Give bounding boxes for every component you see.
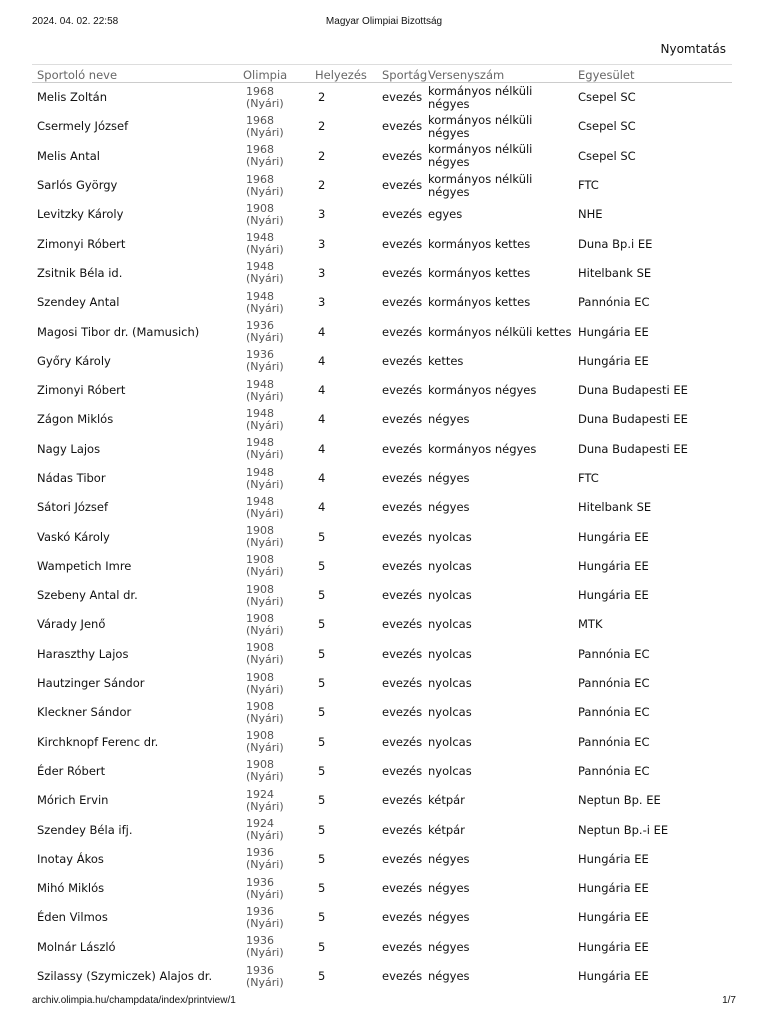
sport: evezés <box>382 617 423 632</box>
placement: 3 <box>318 236 326 251</box>
olympics-cell <box>238 581 310 610</box>
event: kormányos nélküli négyes <box>428 171 533 199</box>
sport: evezés <box>382 939 423 954</box>
olympics-season: (Nyári) <box>246 389 284 403</box>
club: MTK <box>578 617 603 632</box>
event: négyes <box>428 881 470 896</box>
table-row <box>32 962 732 991</box>
sport: evezés <box>382 119 423 134</box>
olympics-season: (Nyári) <box>246 213 284 227</box>
sport: evezés <box>382 676 423 691</box>
athlete-name: Szilassy (Szymiczek) Alajos dr. <box>37 969 213 984</box>
table-row <box>32 669 732 698</box>
table-row <box>32 757 732 786</box>
olympics-season: (Nyári) <box>246 770 284 784</box>
club: Duna Bp.i EE <box>578 236 653 251</box>
olympics-season: (Nyári) <box>246 623 284 637</box>
club: Hungária EE <box>578 324 649 339</box>
placement: 5 <box>318 881 326 896</box>
olympics-cell <box>238 669 310 698</box>
olympics-year: 1908 <box>246 699 274 713</box>
olympics-season: (Nyári) <box>246 243 284 257</box>
table-row <box>32 903 732 932</box>
olympics-year: 1948 <box>246 260 274 274</box>
olympics-year: 1948 <box>246 406 274 420</box>
sport: evezés <box>382 441 423 456</box>
table-row <box>32 581 732 610</box>
event: nyolcas <box>428 529 472 544</box>
event: kormányos négyes <box>428 441 537 456</box>
placement: 4 <box>318 383 326 398</box>
placement: 4 <box>318 412 326 427</box>
table-row <box>32 171 732 200</box>
olympics-season: (Nyári) <box>246 887 284 901</box>
olympics-cell <box>238 962 310 991</box>
athlete-name: Éden Vilmos <box>37 910 108 925</box>
athlete-name: Wampetich Imre <box>37 558 132 573</box>
olympics-cell <box>238 142 310 171</box>
event: kettes <box>428 353 464 368</box>
club: Csepel SC <box>578 90 636 105</box>
event: nyolcas <box>428 617 472 632</box>
event: kormányos nélküli négyes <box>428 83 533 111</box>
placement: 5 <box>318 588 326 603</box>
olympics-year: 1936 <box>246 875 274 889</box>
olympics-cell <box>238 552 310 581</box>
event: nyolcas <box>428 558 472 573</box>
club: Hungária EE <box>578 529 649 544</box>
page-url: archiv.olimpia.hu/champdata/index/printview/1 <box>32 995 236 1006</box>
olympics-cell <box>238 317 310 346</box>
olympics-season: (Nyári) <box>246 946 284 960</box>
sport: evezés <box>382 295 423 310</box>
olympics-year: 1908 <box>246 758 274 772</box>
olympics-season: (Nyári) <box>246 301 284 315</box>
sport: evezés <box>382 500 423 515</box>
print-header <box>32 12 736 28</box>
athlete-name: Csermely József <box>37 119 129 134</box>
olympics-cell <box>238 610 310 639</box>
placement: 5 <box>318 763 326 778</box>
club: Pannónia EC <box>578 705 650 720</box>
olympics-cell <box>238 933 310 962</box>
olympics-year: 1908 <box>246 611 274 625</box>
olympics-year: 1908 <box>246 524 274 538</box>
placement: 2 <box>318 119 326 134</box>
table-row <box>32 405 732 434</box>
table-row <box>32 786 732 815</box>
event: nyolcas <box>428 763 472 778</box>
athlete-name: Hautzinger Sándor <box>37 676 145 691</box>
placement: 3 <box>318 265 326 280</box>
olympics-season: (Nyári) <box>246 682 284 696</box>
table-row <box>32 815 732 844</box>
olympics-season: (Nyári) <box>246 975 284 989</box>
olympics-cell <box>238 522 310 551</box>
table-row <box>32 142 732 171</box>
olympics-year: 1936 <box>246 934 274 948</box>
athlete-name: Mihó Miklós <box>37 881 105 896</box>
table-row <box>32 317 732 346</box>
olympics-cell <box>238 728 310 757</box>
table-row <box>32 698 732 727</box>
placement: 2 <box>318 90 326 105</box>
olympics-season: (Nyári) <box>246 653 284 667</box>
olympics-season: (Nyári) <box>246 96 284 110</box>
olympics-season: (Nyári) <box>246 184 284 198</box>
athlete-name: Győry Károly <box>37 353 111 368</box>
olympics-cell <box>238 493 310 522</box>
olympics-cell <box>238 83 310 113</box>
placement: 5 <box>318 939 326 954</box>
placement: 5 <box>318 734 326 749</box>
table-row <box>32 435 732 464</box>
event: nyolcas <box>428 734 472 749</box>
column-header-event: Versenyszám <box>428 65 573 83</box>
sport: evezés <box>382 353 423 368</box>
sport: evezés <box>382 324 423 339</box>
table-row <box>32 376 732 405</box>
sport: evezés <box>382 705 423 720</box>
olympics-season: (Nyári) <box>246 565 284 579</box>
table-row <box>32 640 732 669</box>
results-table <box>32 64 732 991</box>
column-header-sport: Sportág <box>380 65 428 83</box>
table-header-row <box>32 65 732 83</box>
sport: evezés <box>382 383 423 398</box>
club: Hitelbank SE <box>578 500 652 515</box>
event: nyolcas <box>428 588 472 603</box>
olympics-cell <box>238 874 310 903</box>
olympics-year: 1908 <box>246 582 274 596</box>
event: kormányos nélküli négyes <box>428 112 533 140</box>
olympics-cell <box>238 464 310 493</box>
event: négyes <box>428 939 470 954</box>
club: Hitelbank SE <box>578 265 652 280</box>
olympics-season: (Nyári) <box>246 858 284 872</box>
athlete-name: Melis Zoltán <box>37 90 107 105</box>
club: Duna Budapesti EE <box>578 383 688 398</box>
event: kormányos nélküli kettes <box>428 324 572 339</box>
table-row <box>32 464 732 493</box>
club: Neptun Bp.-i EE <box>578 822 669 837</box>
olympics-season: (Nyári) <box>246 418 284 432</box>
club: Pannónia EC <box>578 676 650 691</box>
event: nyolcas <box>428 705 472 720</box>
sport: evezés <box>382 588 423 603</box>
olympics-cell <box>238 405 310 434</box>
olympics-year: 1968 <box>246 84 274 98</box>
club: Csepel SC <box>578 119 636 134</box>
club: Pannónia EC <box>578 734 650 749</box>
sport: evezés <box>382 178 423 193</box>
placement: 5 <box>318 529 326 544</box>
event: négyes <box>428 910 470 925</box>
event: négyes <box>428 471 470 485</box>
sport: evezés <box>382 734 423 749</box>
athlete-name: Inotay Ákos <box>37 851 104 866</box>
olympics-season: (Nyári) <box>246 741 284 755</box>
olympics-season: (Nyári) <box>246 829 284 843</box>
sport: evezés <box>382 969 423 984</box>
column-header-place: Helyezés <box>310 65 380 83</box>
olympics-year: 1936 <box>246 963 274 977</box>
olympics-season: (Nyári) <box>246 916 284 930</box>
sport: evezés <box>382 851 423 866</box>
placement: 5 <box>318 910 326 925</box>
event: kormányos négyes <box>428 383 537 398</box>
table-row <box>32 112 732 141</box>
event: kormányos nélküli négyes <box>428 142 533 170</box>
club: Hungária EE <box>578 588 649 603</box>
olympics-cell <box>238 845 310 874</box>
olympics-cell <box>238 259 310 288</box>
olympics-season: (Nyári) <box>246 331 284 345</box>
placement: 4 <box>318 353 326 368</box>
olympics-cell <box>238 757 310 786</box>
olympics-cell <box>238 640 310 669</box>
olympics-year: 1968 <box>246 113 274 127</box>
event: kormányos kettes <box>428 265 531 280</box>
placement: 5 <box>318 676 326 691</box>
olympics-season: (Nyári) <box>246 506 284 520</box>
olympics-year: 1948 <box>246 289 274 303</box>
event: négyes <box>428 851 470 866</box>
table-row <box>32 288 732 317</box>
olympics-cell <box>238 171 310 200</box>
olympics-season: (Nyári) <box>246 799 284 813</box>
sport: evezés <box>382 236 423 251</box>
olympics-year: 1936 <box>246 904 274 918</box>
table-row <box>32 552 732 581</box>
placement: 5 <box>318 969 326 984</box>
olympics-year: 1908 <box>246 670 274 684</box>
sport: evezés <box>382 881 423 896</box>
athlete-name: Várady Jenő <box>37 617 106 632</box>
athlete-name: Magosi Tibor dr. (Mamusich) <box>37 324 200 339</box>
event: kétpár <box>428 793 465 808</box>
olympics-season: (Nyári) <box>246 711 284 725</box>
placement: 4 <box>318 324 326 339</box>
event: négyes <box>428 969 470 984</box>
placement: 4 <box>318 441 326 456</box>
club: Hungária EE <box>578 969 649 984</box>
olympics-year: 1968 <box>246 172 274 186</box>
club: Hungária EE <box>578 939 649 954</box>
olympics-year: 1948 <box>246 231 274 245</box>
athlete-name: Zsitnik Béla id. <box>37 265 123 280</box>
olympics-season: (Nyári) <box>246 125 284 139</box>
olympics-season: (Nyári) <box>246 272 284 286</box>
print-button[interactable]: Nyomtatás <box>660 42 726 56</box>
placement: 5 <box>318 793 326 808</box>
olympics-season: (Nyári) <box>246 594 284 608</box>
olympics-year: 1908 <box>246 729 274 743</box>
olympics-year: 1968 <box>246 143 274 157</box>
olympics-cell <box>238 200 310 229</box>
placement: 3 <box>318 295 326 310</box>
placement: 4 <box>318 500 326 515</box>
olympics-year: 1908 <box>246 641 274 655</box>
athlete-name: Zimonyi Róbert <box>37 236 126 251</box>
placement: 5 <box>318 617 326 632</box>
placement: 3 <box>318 207 326 222</box>
placement: 5 <box>318 646 326 661</box>
placement: 5 <box>318 558 326 573</box>
athlete-name: Zágon Miklós <box>37 412 114 427</box>
club: FTC <box>578 178 599 193</box>
table-row <box>32 845 732 874</box>
placement: 2 <box>318 148 326 163</box>
olympics-year: 1924 <box>246 787 274 801</box>
event: kormányos kettes <box>428 236 531 251</box>
olympics-year: 1948 <box>246 494 274 508</box>
placement: 5 <box>318 705 326 720</box>
placement: 2 <box>318 178 326 193</box>
sport: evezés <box>382 529 423 544</box>
athlete-name: Éder Róbert <box>37 763 106 778</box>
table-row <box>32 874 732 903</box>
page-title: Magyar Olimpiai Bizottság <box>325 16 443 27</box>
sport: evezés <box>382 793 423 808</box>
olympics-year: 1908 <box>246 201 274 215</box>
sport: evezés <box>382 822 423 837</box>
sport: evezés <box>382 763 423 778</box>
athlete-name: Sátori József <box>37 500 109 515</box>
table-row <box>32 83 732 113</box>
print-timestamp: 2024. 04. 02. 22:58 <box>32 16 119 27</box>
club: Pannónia EC <box>578 646 650 661</box>
club: Duna Budapesti EE <box>578 441 688 456</box>
event: nyolcas <box>428 676 472 691</box>
olympics-cell <box>238 376 310 405</box>
olympics-year: 1948 <box>246 436 274 450</box>
olympics-season: (Nyári) <box>246 360 284 374</box>
club: Duna Budapesti EE <box>578 412 688 427</box>
sport: evezés <box>382 910 423 925</box>
event: négyes <box>428 412 470 427</box>
olympics-year: 1908 <box>246 553 274 567</box>
athlete-name: Szendey Béla ifj. <box>37 822 133 837</box>
table-row <box>32 200 732 229</box>
athlete-name: Kleckner Sándor <box>37 705 132 720</box>
olympics-cell <box>238 435 310 464</box>
athlete-name: Nádas Tibor <box>37 471 106 485</box>
column-header-club: Egyesület <box>573 65 732 83</box>
club: Hungária EE <box>578 881 649 896</box>
athlete-name: Haraszthy Lajos <box>37 646 129 661</box>
sport: evezés <box>382 265 423 280</box>
olympics-season: (Nyári) <box>246 477 284 491</box>
table-row <box>32 728 732 757</box>
club: Hungária EE <box>578 910 649 925</box>
athlete-name: Kirchknopf Ferenc dr. <box>37 734 159 749</box>
olympics-year: 1948 <box>246 465 274 479</box>
athlete-name: Sarlós György <box>37 178 118 193</box>
olympics-season: (Nyári) <box>246 448 284 462</box>
athlete-name: Vaskó Károly <box>37 529 110 544</box>
sport: evezés <box>382 646 423 661</box>
sport: evezés <box>382 148 423 163</box>
olympics-year: 1936 <box>246 319 274 333</box>
club: Hungária EE <box>578 353 649 368</box>
olympics-cell <box>238 112 310 141</box>
event: kétpár <box>428 822 465 837</box>
athlete-name: Szendey Antal <box>37 295 120 310</box>
event: négyes <box>428 500 470 515</box>
table-row <box>32 229 732 258</box>
olympics-cell <box>238 698 310 727</box>
event: kormányos kettes <box>428 295 531 310</box>
olympics-cell <box>238 347 310 376</box>
column-header-olympics: Olimpia <box>238 65 310 83</box>
club: Hungária EE <box>578 851 649 866</box>
olympics-season: (Nyári) <box>246 536 284 550</box>
athlete-name: Nagy Lajos <box>37 441 101 456</box>
club: Pannónia EC <box>578 763 650 778</box>
athlete-name: Molnár László <box>37 939 116 954</box>
placement: 4 <box>318 471 326 485</box>
olympics-cell <box>238 288 310 317</box>
olympics-year: 1936 <box>246 348 274 362</box>
sport: evezés <box>382 207 423 222</box>
sport: evezés <box>382 90 423 105</box>
table-row <box>32 347 732 376</box>
club: NHE <box>578 207 603 222</box>
page-number: 1/7 <box>722 995 736 1006</box>
olympics-year: 1936 <box>246 846 274 860</box>
olympics-year: 1924 <box>246 817 274 831</box>
event: egyes <box>428 207 463 222</box>
table-row <box>32 259 732 288</box>
placement: 5 <box>318 822 326 837</box>
club: Hungária EE <box>578 558 649 573</box>
placement: 5 <box>318 851 326 866</box>
table-row <box>32 610 732 639</box>
athlete-name: Mórich Ervin <box>37 793 109 808</box>
column-header-name: Sportoló neve <box>32 65 238 83</box>
sport: evezés <box>382 558 423 573</box>
olympics-cell <box>238 815 310 844</box>
athlete-name: Levitzky Károly <box>37 207 124 222</box>
olympics-year: 1948 <box>246 377 274 391</box>
athlete-name: Szebeny Antal dr. <box>37 588 138 603</box>
olympics-cell <box>238 903 310 932</box>
table-row <box>32 933 732 962</box>
olympics-season: (Nyári) <box>246 155 284 169</box>
print-footer <box>32 995 736 1009</box>
table-row <box>32 522 732 551</box>
olympics-cell <box>238 786 310 815</box>
athlete-name: Melis Antal <box>37 148 100 163</box>
olympics-cell <box>238 229 310 258</box>
club: Pannónia EC <box>578 295 650 310</box>
club: Csepel SC <box>578 148 636 163</box>
table-row <box>32 493 732 522</box>
event: nyolcas <box>428 646 472 661</box>
club: FTC <box>578 471 599 485</box>
sport: evezés <box>382 412 423 427</box>
athlete-name: Zimonyi Róbert <box>37 383 126 398</box>
sport: evezés <box>382 471 423 485</box>
club: Neptun Bp. EE <box>578 793 661 808</box>
